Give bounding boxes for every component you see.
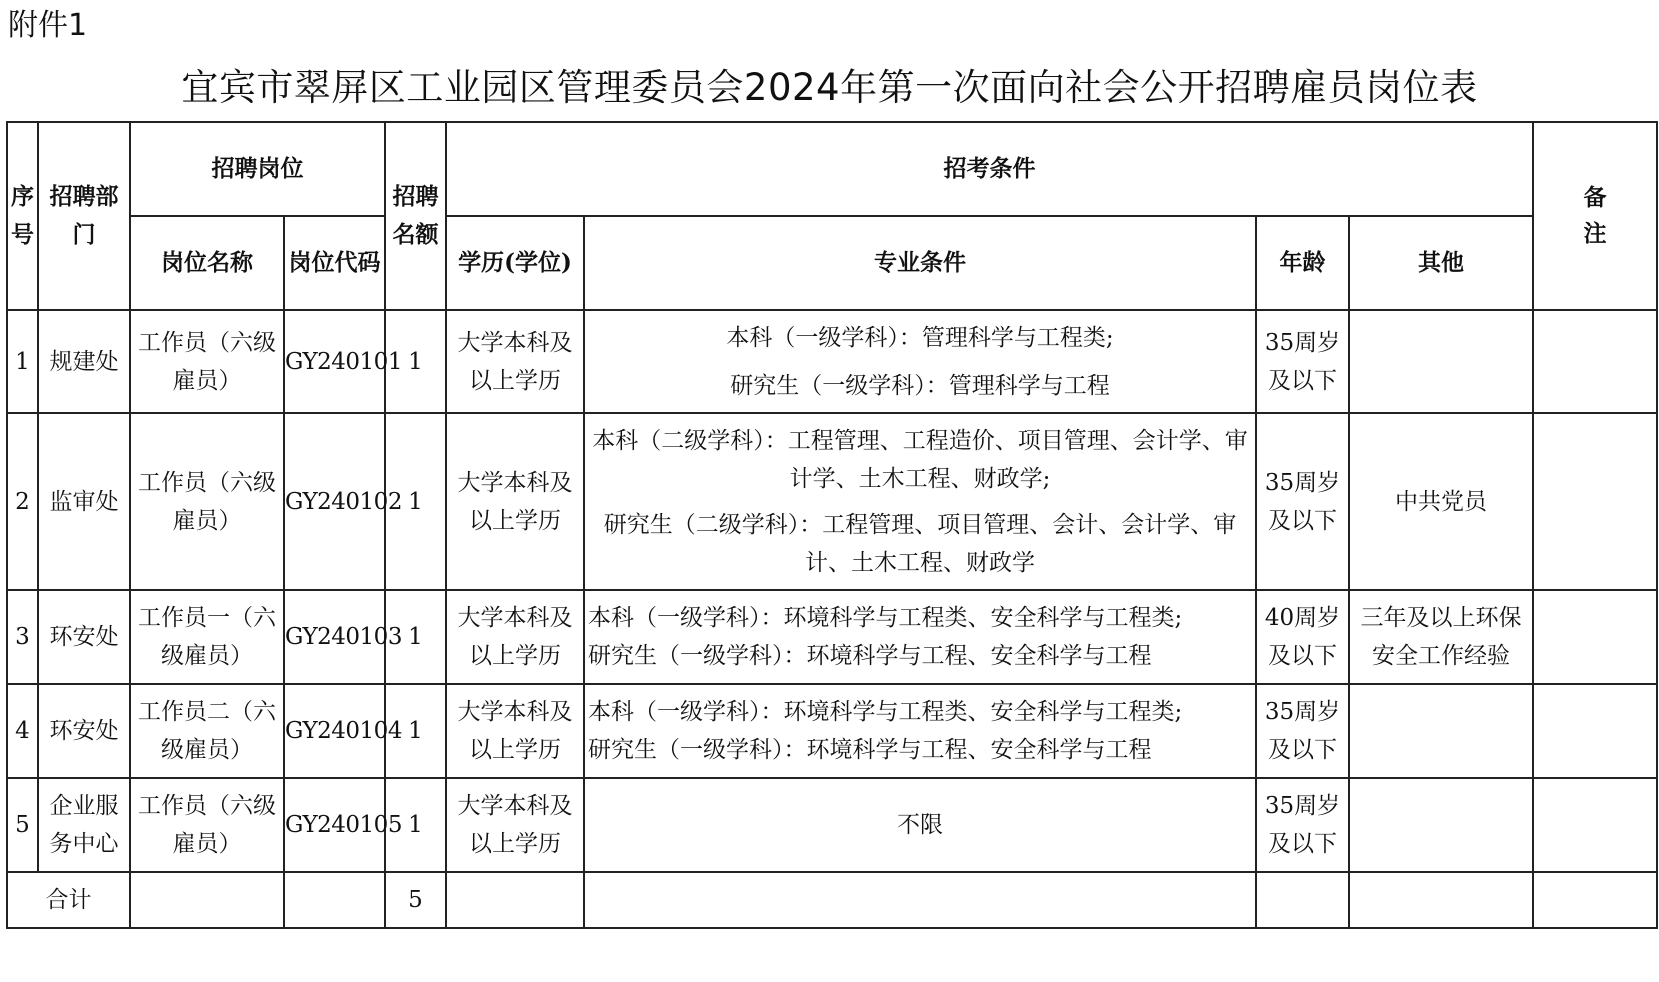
total-empty <box>1533 872 1657 928</box>
cell-seq: 4 <box>7 684 38 778</box>
cell-remarks <box>1533 778 1657 872</box>
total-empty <box>1349 872 1533 928</box>
cell-education: 大学本科及以上学历 <box>446 310 584 413</box>
cell-major <box>584 684 1256 778</box>
total-label: 合计 <box>7 872 130 928</box>
cell-department: 规建处 <box>38 310 130 413</box>
header-age: 年龄 <box>1256 216 1349 310</box>
total-empty <box>284 872 385 928</box>
cell-other <box>1349 778 1533 872</box>
total-quota: 5 <box>385 872 446 928</box>
header-conditions-group: 招考条件 <box>446 122 1533 216</box>
cell-department: 环安处 <box>38 684 130 778</box>
total-row <box>7 872 1657 928</box>
document-title: 宜宾市翠屏区工业园区管理委员会2024年第一次面向社会公开招聘雇员岗位表 <box>181 66 1478 109</box>
cell-education: 大学本科及以上学历 <box>446 778 584 872</box>
cell-post-code: GY240102 <box>284 413 385 590</box>
header-remarks <box>1533 122 1657 310</box>
header-department: 招聘部门 <box>38 122 130 310</box>
table-row <box>7 413 1657 590</box>
header-post-code: 岗位代码 <box>284 216 385 310</box>
cell-post-name: 工作员（六级雇员） <box>130 310 284 413</box>
cell-quota: 1 <box>385 778 446 872</box>
major-line: 本科（一级学科）：环境科学与工程类、安全科学与工程类; <box>588 605 1183 631</box>
header-quota: 招聘名额 <box>385 122 446 310</box>
cell-age: 40周岁及以下 <box>1256 590 1349 684</box>
cell-post-code: GY240104 <box>284 684 385 778</box>
header-remarks-text: 备注 <box>1583 184 1607 247</box>
cell-post-name: 工作员一（六级雇员） <box>130 590 284 684</box>
cell-remarks <box>1533 684 1657 778</box>
major-line: 研究生（一级学科）：管理科学与工程 <box>730 372 1110 399</box>
cell-other: 中共党员 <box>1349 413 1533 590</box>
total-empty <box>130 872 284 928</box>
cell-remarks <box>1533 590 1657 684</box>
cell-other <box>1349 684 1533 778</box>
total-empty <box>446 872 584 928</box>
cell-education: 大学本科及以上学历 <box>446 684 584 778</box>
cell-post-code: GY240105 <box>284 778 385 872</box>
cell-remarks <box>1533 310 1657 413</box>
cell-post-code: GY240103 <box>284 590 385 684</box>
total-empty <box>1256 872 1349 928</box>
total-empty <box>584 872 1256 928</box>
major-line: 本科（一级学科）：管理科学与工程类; <box>726 324 1114 351</box>
cell-age: 35周岁及以下 <box>1256 413 1349 590</box>
cell-quota: 1 <box>385 684 446 778</box>
cell-quota: 1 <box>385 310 446 413</box>
table-row <box>7 310 1657 413</box>
cell-remarks <box>1533 413 1657 590</box>
header-post-name: 岗位名称 <box>130 216 284 310</box>
attachment-label: 附件1 <box>8 8 88 43</box>
cell-seq: 3 <box>7 590 38 684</box>
header-other: 其他 <box>1349 216 1533 310</box>
cell-seq: 5 <box>7 778 38 872</box>
cell-other: 三年及以上环保安全工作经验 <box>1349 590 1533 684</box>
cell-major <box>584 590 1256 684</box>
cell-post-name: 工作员二（六级雇员） <box>130 684 284 778</box>
major-line: 本科（二级学科）：工程管理、工程造价、项目管理、会计学、审计学、土木工程、财政学; <box>592 427 1248 492</box>
cell-education: 大学本科及以上学历 <box>446 590 584 684</box>
recruitment-table <box>6 121 1658 929</box>
cell-quota: 1 <box>385 590 446 684</box>
cell-age: 35周岁及以下 <box>1256 778 1349 872</box>
table-row <box>7 778 1657 872</box>
header-major: 专业条件 <box>584 216 1256 310</box>
cell-education: 大学本科及以上学历 <box>446 413 584 590</box>
major-line: 不限 <box>897 812 943 838</box>
cell-major <box>584 413 1256 590</box>
cell-quota: 1 <box>385 413 446 590</box>
cell-department: 企业服务中心 <box>38 778 130 872</box>
cell-major <box>584 310 1256 413</box>
major-line: 研究生（一级学科）：环境科学与工程、安全科学与工程 <box>588 643 1152 669</box>
major-line: 研究生（二级学科）：工程管理、项目管理、会计、会计学、审计、土木工程、财政学 <box>603 511 1237 576</box>
header-post-group: 招聘岗位 <box>130 122 385 216</box>
cell-department: 环安处 <box>38 590 130 684</box>
cell-age: 35周岁及以下 <box>1256 310 1349 413</box>
table-row <box>7 590 1657 684</box>
cell-seq: 1 <box>7 310 38 413</box>
cell-post-name: 工作员（六级雇员） <box>130 778 284 872</box>
cell-seq: 2 <box>7 413 38 590</box>
cell-major <box>584 778 1256 872</box>
cell-post-code: GY240101 <box>284 310 385 413</box>
cell-post-name: 工作员（六级雇员） <box>130 413 284 590</box>
cell-age: 35周岁及以下 <box>1256 684 1349 778</box>
header-education: 学历(学位) <box>446 216 584 310</box>
major-line: 研究生（一级学科）：环境科学与工程、安全科学与工程 <box>588 737 1152 763</box>
header-seq: 序号 <box>7 122 38 310</box>
cell-department: 监审处 <box>38 413 130 590</box>
major-line: 本科（一级学科）：环境科学与工程类、安全科学与工程类; <box>588 699 1183 725</box>
table-row <box>7 684 1657 778</box>
cell-other <box>1349 310 1533 413</box>
